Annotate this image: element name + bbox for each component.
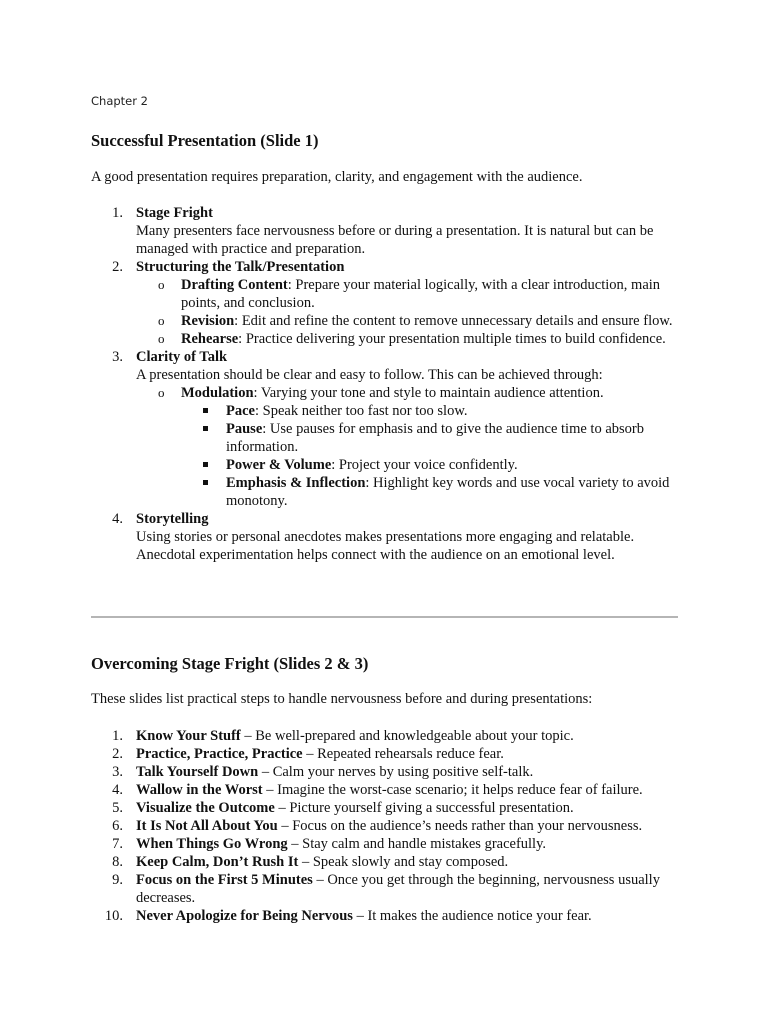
list-item [91, 907, 681, 925]
list-item [91, 817, 681, 835]
sub-item-label: Revision [181, 313, 235, 329]
list-item [91, 799, 681, 817]
item-number: 6. [112, 818, 123, 834]
list-item [91, 871, 681, 907]
item-body: Many presenters face nervousness before or during a presentation. It is natural but can be managed with practice and preparation. [136, 223, 654, 257]
item-title: Stage Fright [136, 205, 213, 221]
section1-intro: A good presentation requires preparation, clarity, and engagement with the audience. [91, 169, 583, 185]
sub-item-text: : Practice delivering your presentation multiple times to build confidence. [238, 331, 666, 347]
step-text: – Focus on the audience’s needs rather than your nervousness. [277, 818, 643, 834]
item-number: 9. [112, 872, 123, 888]
item-body: Using stories or personal anecdotes makes presentations more engaging and relatable. Anecdotal experimentation helps connect with the audience on an emotional level. [136, 529, 635, 563]
point-text: : Speak neither too fast nor too slow. [254, 403, 468, 419]
sub-item-text: : Prepare your material logically, with a clear introduction, main points, and conclusion. [181, 277, 661, 311]
circle-bullet-icon: o [158, 385, 165, 400]
item-title: Clarity of Talk [136, 349, 228, 365]
list-item [91, 510, 681, 564]
list-item [91, 835, 681, 853]
sub-item-text: : Edit and refine the content to remove unnecessary details and ensure flow. [234, 313, 673, 329]
circle-bullet-icon: o [158, 331, 165, 346]
section-divider [91, 616, 678, 618]
item-number: 2. [112, 259, 123, 275]
step-label: It Is Not All About You [136, 818, 278, 834]
square-bullet-icon [203, 480, 208, 485]
item-number: 1. [112, 205, 123, 221]
circle-bullet-icon: o [158, 277, 165, 292]
sub-item [136, 330, 681, 348]
sub-item [136, 384, 681, 510]
item-title: Structuring the Talk/Presentation [136, 259, 345, 275]
step-label: Talk Yourself Down [136, 764, 259, 780]
section1-list [91, 204, 681, 564]
list-item [91, 781, 681, 799]
step-label: Visualize the Outcome [136, 800, 275, 816]
item-number: 1. [112, 728, 123, 744]
step-label: Practice, Practice, Practice [136, 746, 303, 762]
square-bullet-icon [203, 426, 208, 431]
point-text: : Project your voice confidently. [331, 457, 518, 473]
sub-item-text: : Varying your tone and style to maintain audience attention. [253, 385, 604, 401]
step-text: – Repeated rehearsals reduce fear. [302, 746, 504, 762]
list-item [91, 763, 681, 781]
item-number: 3. [112, 764, 123, 780]
sub-item-label: Rehearse [181, 331, 239, 347]
list-item [91, 745, 681, 763]
step-text: – It makes the audience notice your fear. [352, 908, 592, 924]
step-text: – Imagine the worst-case scenario; it helps reduce fear of failure. [262, 782, 643, 798]
step-text: – Speak slowly and stay composed. [298, 854, 509, 870]
point-label: Power & Volume [226, 457, 332, 473]
point-item [181, 420, 681, 456]
square-bullet-icon [203, 408, 208, 413]
list-item [91, 348, 681, 510]
step-text: – Be well-prepared and knowledgeable about your topic. [240, 728, 574, 744]
item-number: 3. [112, 349, 123, 365]
step-label: Never Apologize for Being Nervous [136, 908, 353, 924]
step-label: When Things Go Wrong [136, 836, 288, 852]
item-number: 7. [112, 836, 123, 852]
list-item [91, 853, 681, 871]
chapter-label: Chapter 2 [91, 94, 148, 108]
point-item [181, 456, 681, 474]
item-number: 4. [112, 782, 123, 798]
section2-list [91, 727, 681, 925]
step-text: – Calm your nerves by using positive self-talk. [258, 764, 534, 780]
circle-bullet-icon: o [158, 313, 165, 328]
item-number: 2. [112, 746, 123, 762]
point-label: Pace [226, 403, 255, 419]
item-body: A presentation should be clear and easy to follow. This can be achieved through: [136, 367, 603, 383]
list-item [91, 258, 681, 348]
point-item [181, 474, 681, 510]
point-list [181, 402, 681, 510]
section2-title: Overcoming Stage Fright (Slides 2 & 3) [91, 654, 369, 673]
square-bullet-icon [203, 462, 208, 467]
sub-item-label: Modulation [181, 385, 254, 401]
step-text: – Stay calm and handle mistakes gracefully. [287, 836, 547, 852]
section1-title: Successful Presentation (Slide 1) [91, 131, 319, 150]
sub-item [136, 312, 681, 330]
point-item [181, 402, 681, 420]
step-label: Wallow in the Worst [136, 782, 263, 798]
item-number: 4. [112, 511, 123, 527]
step-label: Keep Calm, Don’t Rush It [136, 854, 299, 870]
step-text: – Once you get through the beginning, nervousness usually decreases. [136, 872, 660, 906]
point-text: : Use pauses for emphasis and to give the audience time to absorb information. [226, 421, 644, 455]
sub-list [136, 384, 681, 510]
sub-list [136, 276, 681, 348]
item-number: 5. [112, 800, 123, 816]
point-label: Emphasis & Inflection [226, 475, 366, 491]
point-text: : Highlight key words and use vocal variety to avoid monotony. [226, 475, 670, 509]
section2-intro: These slides list practical steps to handle nervousness before and during presentations: [91, 691, 593, 707]
item-title: Storytelling [136, 511, 209, 527]
item-number: 10. [104, 908, 123, 924]
sub-item [136, 276, 681, 312]
list-item [91, 727, 681, 745]
step-text: – Picture yourself giving a successful presentation. [274, 800, 574, 816]
sub-item-label: Drafting Content [181, 277, 288, 293]
point-label: Pause [226, 421, 263, 437]
item-number: 8. [112, 854, 123, 870]
step-label: Know Your Stuff [136, 728, 241, 744]
list-item [91, 204, 681, 258]
step-label: Focus on the First 5 Minutes [136, 872, 313, 888]
